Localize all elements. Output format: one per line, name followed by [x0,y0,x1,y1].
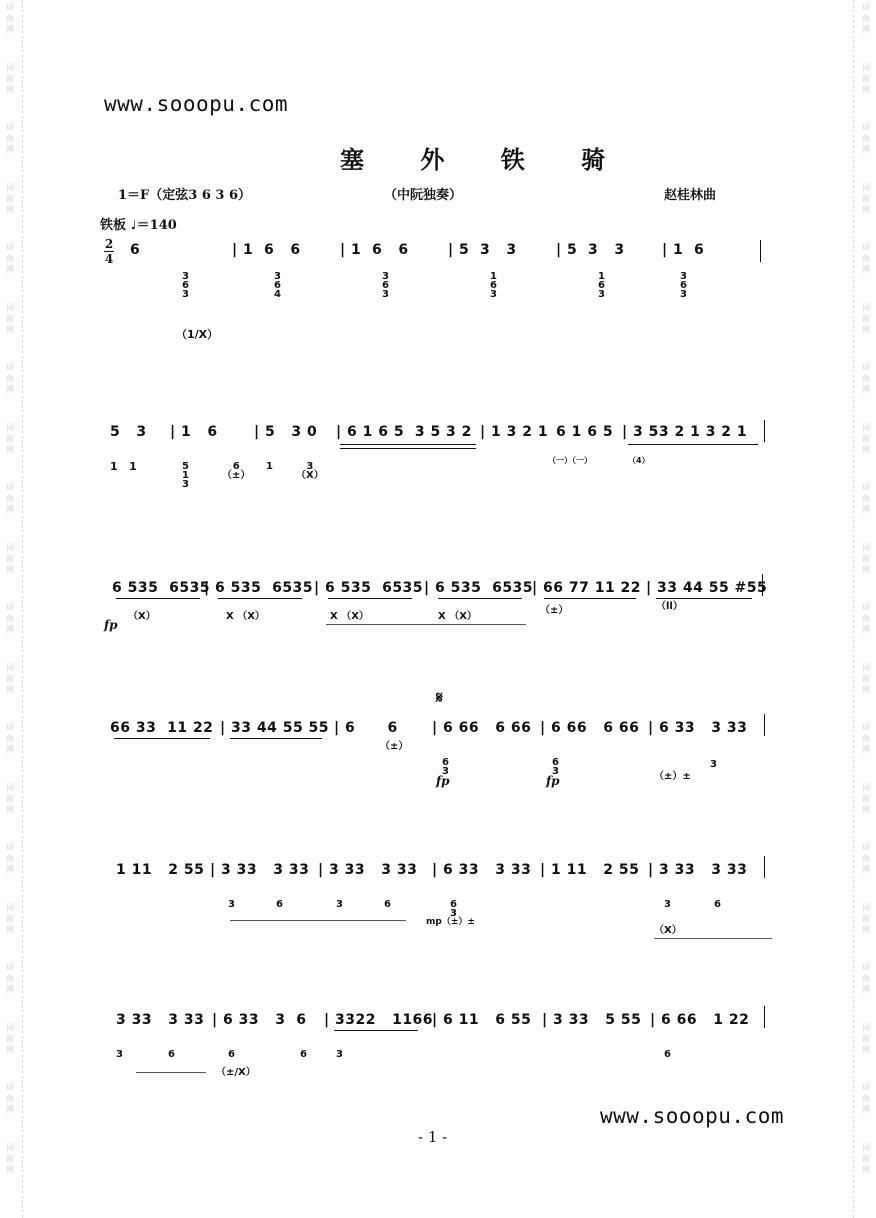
watermark-block: 词 曲 网 [862,423,870,454]
beam-underline [230,738,322,739]
melody-measure: | 1 11 2 55 [540,862,640,878]
watermark-block: 词 曲 网 [862,603,870,634]
accompaniment-chord: 6 [384,899,391,910]
melody-measure: | 3 33 3 33 [648,862,748,878]
melody-measure: 1 11 2 55 [116,862,205,878]
accompaniment-chord: 3 6 3 [680,271,687,300]
watermark-block: 词 曲 网 [6,543,14,574]
beam-underline [628,444,758,445]
melody-measure: | 1 6 [170,424,218,440]
melody-measure: 6 1 6 5 [556,424,614,440]
melody-measure: | 33 44 55 55 [220,720,330,736]
accompaniment-chord: 6 3 [552,757,559,777]
accompaniment-chord: 3 [710,759,717,770]
beam-underline [328,598,412,599]
score-title: 塞 外 铁 骑 [340,145,630,174]
key-signature: 1＝F（定弦3 6 3 6） [118,188,252,203]
site-url-top[interactable]: www.sooopu.com [104,92,289,116]
accompaniment-chord: 1 6 3 [490,271,497,300]
final-barline [762,574,763,596]
accompaniment-annotation: （4） [628,456,650,465]
watermark-block: 词 曲 网 [6,363,14,394]
dynamic-marking: fp [104,618,118,632]
watermark-block: 词 曲 网 [862,663,870,694]
accompaniment-chord: 5 1 3 [182,461,189,490]
beam-underline [340,448,476,449]
accompaniment-chord: 3 [336,1049,343,1060]
melody-measure: | 6 11 6 55 [432,1012,532,1028]
watermark-block: 词 曲 网 [862,363,870,394]
time-signature [104,238,114,265]
watermark-block: 词 曲 网 [6,243,14,274]
watermark-block: 词 曲 网 [862,1143,870,1174]
watermark-block: 词 曲 网 [6,63,14,94]
accompaniment-annotation: （一）（一） [548,456,592,465]
final-barline [764,856,765,878]
accompaniment-annotation: （±）± [654,771,691,782]
melody-measure: | 1 6 [662,242,705,258]
accompaniment-annotation: （1/X） [176,328,219,341]
segno-sign: 𝄋 [436,688,443,707]
accompaniment-annotation: （ll） [656,601,683,612]
accompaniment-chord: 3 （X） [296,461,324,481]
watermark-block: 词 曲 网 [6,783,14,814]
final-barline [764,714,765,736]
beam-underline [544,598,636,599]
watermark-block: 词 曲 网 [862,1083,870,1114]
melody-measure: 66 33 11 22 [110,720,214,736]
beam-underline [116,598,200,599]
watermark-block: 词 曲 网 [862,123,870,154]
melody-measure: | 3 53 2 1 3 2 1 [622,424,748,440]
watermark-block: 词 曲 网 [862,783,870,814]
melody-measure: | 6 33 3 33 [432,862,532,878]
composer-credit: 赵桂林曲 [664,188,717,203]
accompaniment-chord: 3 [664,899,671,910]
dynamic-marking: mp（±）± [426,917,475,927]
accompaniment-annotation: （±） [540,605,569,616]
accompaniment-chord: 6 [664,1049,671,1060]
melody-measure: 3 33 3 33 [116,1012,205,1028]
accompaniment-chord: 3 [336,899,343,910]
watermark-block: 词 曲 网 [6,483,14,514]
beam-underline [218,598,302,599]
accompaniment-chord: 3 6 3 [382,271,389,300]
watermark-block: 词 曲 网 [6,1083,14,1114]
accompaniment-chord: 3 [116,1049,123,1060]
melody-measure: | 3 33 3 33 [210,862,310,878]
melody-measure: | 1 3 2 1 [480,424,549,440]
watermark-block: 词 曲 网 [862,1023,870,1054]
watermark-block: 词 曲 网 [862,3,870,34]
watermark-block: 词 曲 网 [6,843,14,874]
melody-measure: | 33 44 55 #55 [646,580,768,596]
page-number: - 1 - [418,1128,448,1146]
dynamic-marking: fp [546,774,560,788]
watermark-block: 词 曲 网 [862,723,870,754]
accompaniment-annotation: X （X） [438,611,477,622]
melody-measure: 5 3 [110,424,147,440]
tempo-marking: 铁板 ♩＝140 [100,218,177,233]
melody-measure: 6 [130,242,141,258]
watermark-block: 词 曲 网 [6,603,14,634]
left-margin-rule [22,0,23,1218]
watermark-block: 词 曲 网 [6,303,14,334]
accompaniment-chord: 3 6 3 [182,271,189,300]
melody-measure: | 3 33 5 55 [542,1012,642,1028]
beam-underline [114,738,210,739]
watermark-block: 词 曲 网 [862,483,870,514]
accompaniment-chord: 3 [228,899,235,910]
watermark-block: 词 曲 网 [6,663,14,694]
melody-measure: | 6 33 3 6 [212,1012,307,1028]
accompaniment-annotation: （±/X） [216,1067,256,1078]
time-signature-top: 2 [104,237,114,251]
melody-measure: | 6 66 1 22 [650,1012,750,1028]
site-url-bottom[interactable]: www.sooopu.com [600,1104,785,1128]
right-margin-rule [853,0,854,1218]
hairpin-line [326,624,526,625]
beam-underline [438,598,522,599]
melody-measure: | 6 66 6 66 [540,720,640,736]
accompaniment-chord: 6 [276,899,283,910]
accompaniment-annotation: X （X） [226,611,265,622]
watermark-block: 词 曲 网 [862,303,870,334]
melody-measure: | 6 1 6 5 3 5 3 2 [336,424,472,440]
watermark-block: 词 曲 网 [862,963,870,994]
accompaniment-chord: 1 6 3 [598,271,605,300]
accompaniment-chord: 6 3 [450,899,457,919]
melody-measure: | 3 33 3 33 [318,862,418,878]
watermark-block: 词 曲 网 [6,1143,14,1174]
accompaniment-chord: 6 [168,1049,175,1060]
right-watermark-column [856,0,876,1218]
score-subtitle: （中阮独奏） [384,188,463,203]
accompaniment-chord: 6 [714,899,721,910]
melody-measure: | 6 535 6535 [424,580,534,596]
watermark-block: 词 曲 网 [6,423,14,454]
melody-measure: 6 535 6535 [112,580,211,596]
accompaniment-chord: 1 [266,461,273,472]
melody-measure: | 5 3 0 [254,424,318,440]
left-watermark-column [0,0,20,1218]
melody-measure: | 6 33 3 33 [648,720,748,736]
accompaniment-chord: 6 （±） [222,461,251,481]
watermark-block: 词 曲 网 [862,903,870,934]
watermark-block: 词 曲 网 [862,63,870,94]
watermark-block: 词 曲 网 [6,723,14,754]
watermark-block: 词 曲 网 [6,183,14,214]
melody-measure: | 5 3 3 [556,242,625,258]
melody-measure: | 1 6 6 [340,242,409,258]
watermark-block: 词 曲 网 [6,1023,14,1054]
accompaniment-chord: 6 [300,1049,307,1060]
melody-measure: | 5 3 3 [448,242,517,258]
hairpin-line [654,938,772,939]
accompaniment-chord: 6 [228,1049,235,1060]
final-barline [760,240,761,262]
melody-measure: | 1 6 6 [232,242,301,258]
dynamic-marking: fp [436,774,450,788]
beam-underline [334,1030,418,1031]
beam-underline [656,598,752,599]
final-barline [764,420,765,442]
watermark-block: 词 曲 网 [6,3,14,34]
accompaniment-chord: 1 1 [110,460,137,473]
accompaniment-annotation: X （X） [330,611,369,622]
melody-measure: | 6 535 6535 [314,580,424,596]
watermark-block: 词 曲 网 [862,243,870,274]
hairpin-line [230,920,406,921]
beam-underline [340,444,476,445]
hairpin-line [136,1072,206,1073]
accompaniment-annotation: （X） [654,925,682,936]
accompaniment-annotation: （X） [128,611,156,622]
final-barline [764,1006,765,1028]
melody-measure: | 3322 1166 [324,1012,434,1028]
accompaniment-annotation: （±） [380,741,409,752]
melody-measure: | 6 535 6535 [204,580,314,596]
watermark-block: 词 曲 网 [6,963,14,994]
watermark-block: 词 曲 网 [6,903,14,934]
watermark-block: 词 曲 网 [862,183,870,214]
accompaniment-chord: 3 6 4 [274,271,281,300]
melody-measure: | 6 6 [334,720,398,736]
watermark-block: 词 曲 网 [862,843,870,874]
watermark-block: 词 曲 网 [6,123,14,154]
melody-measure: | 66 77 11 22 [532,580,642,596]
melody-measure: | 6 66 6 66 [432,720,532,736]
time-signature-bottom: 4 [104,252,114,266]
accompaniment-chord: 6 3 [442,757,449,777]
watermark-block: 词 曲 网 [862,543,870,574]
